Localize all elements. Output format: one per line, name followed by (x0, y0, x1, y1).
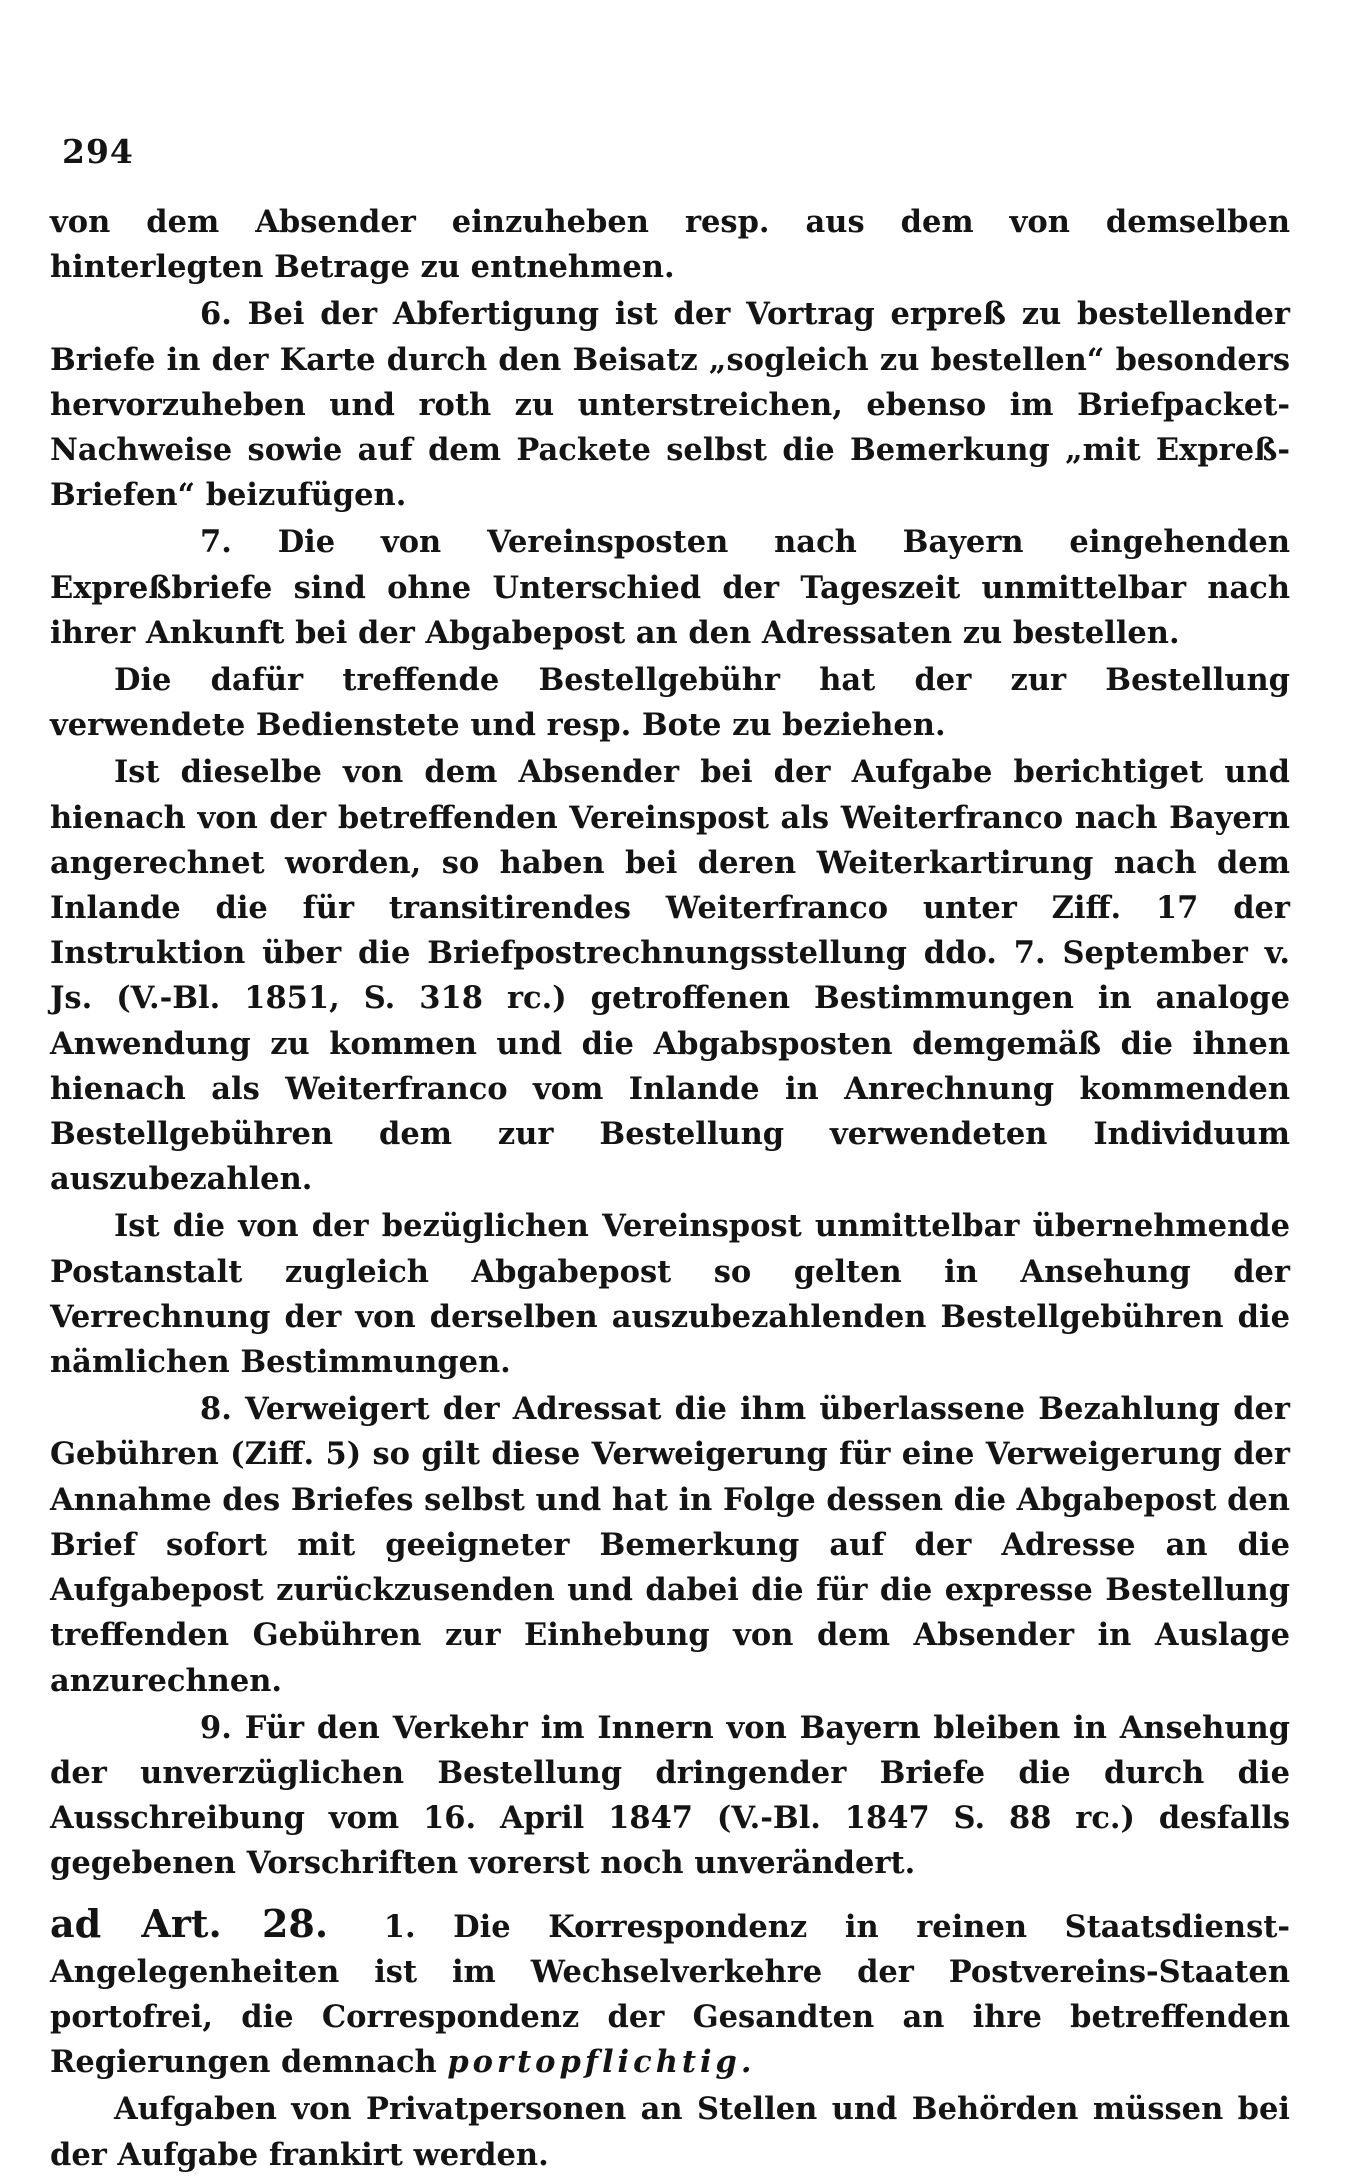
paragraph-bestellgebuehr: Die dafür treffende Bestellgebühr hat der zur Bestellung verwendete Bedienstete und resp. Bote zu beziehen. (50, 662, 1290, 744)
paragraph-weiterfranco: Ist dieselbe von dem Absender bei der Aufgabe berichtiget und hienach von der betreffenden Vereinspost als Weiterfranco nach Bayern angerechnet worden, so haben bei deren Weiterkartirung nach dem Inlande die für transitirendes Weiterfranco unter Ziff. 17 der Instruktion über die Briefpostrechnungsstellung ddo. 7. September v. Js. (V.-Bl. 1851, S. 318 rc.) getroffenen Bestimmungen in analoge Anwendung zu kommen und die Abgabsposten demgemäß die ihnen hienach als Weiterfranco vom Inlande in Anrechnung kommenden Bestellgebühren dem zur Bestellung verwendeten Individuum auszubezahlen. (50, 754, 1290, 1198)
article-text: 1. Die Korrespondenz in reinen Staatsdienst-Angelegenheiten ist im Wechselverkehre der Postvereins-Staaten portofrei, die Correspondenz der Gesandten an ihre betreffenden Regierungen demnach (50, 1908, 1290, 2081)
paragraph-item-6: 6. Bei der Abfertigung ist der Vortrag erpreß zu bestellender Briefe in der Karte durch den Beisatz „sogleich zu bestellen“ besonders hervorzuheben und roth zu unterstreichen, ebenso im Briefpacket-Nachweise sowie auf dem Packete selbst die Bemerkung „mit Expreß-Briefen“ beizufügen. (50, 296, 1290, 514)
page-number: 294 (62, 132, 134, 171)
paragraph-vereinspost: Ist die von der bezüglichen Vereinspost unmittelbar übernehmende Postanstalt zugleich Abgabepost so gelten in Ansehung der Verrechnung der von derselben auszubezahlenden Bestellgebühren die nämlichen Bestimmungen. (50, 1208, 1290, 1381)
article-heading: ad Art. 28. (50, 1900, 329, 1946)
paragraph-item-8: 8. Verweigert der Adressat die ihm überlassene Bezahlung der Gebühren (Ziff. 5) so gilt diese Verweigerung für eine Verweigerung der Annahme des Briefes selbst und hat in Folge dessen die Abgabepost den Brief sofort mit geeigneter Bemerkung auf der Adresse an die Aufgabepost zurückzusenden und dabei die für die expresse Bestellung treffenden Gebühren zur Einhebung von dem Absender in Auslage anzurechnen. (50, 1391, 1290, 1699)
paragraph-final: Aufgaben von Privatpersonen an Stellen und Behörden müssen bei der Aufgabe frankirt werden. (50, 2091, 1290, 2173)
paragraph-continuation: von dem Absender einzuheben resp. aus dem von demselben hinterlegten Betrage zu entnehmen. (50, 204, 1290, 286)
body-text (50, 200, 1290, 2180)
paragraph-item-7: 7. Die von Vereinsposten nach Bayern eingehenden Expreßbriefe sind ohne Unterschied der Tageszeit unmittelbar nach ihrer Ankunft bei der Abgabepost an den Adressaten zu bestellen. (50, 524, 1290, 651)
paragraph-item-9: 9. Für den Verkehr im Innern von Bayern bleiben in Ansehung der unverzüglichen Bestellung dringender Briefe die durch die Ausschreibung vom 16. April 1847 (V.-Bl. 1847 S. 88 rc.) desfalls gegebenen Vorschriften vorerst noch unverändert. (50, 1709, 1290, 1882)
article-emphasis: portopflichtig. (447, 2044, 756, 2081)
paragraph-ad-art-28 (50, 1901, 1290, 2086)
